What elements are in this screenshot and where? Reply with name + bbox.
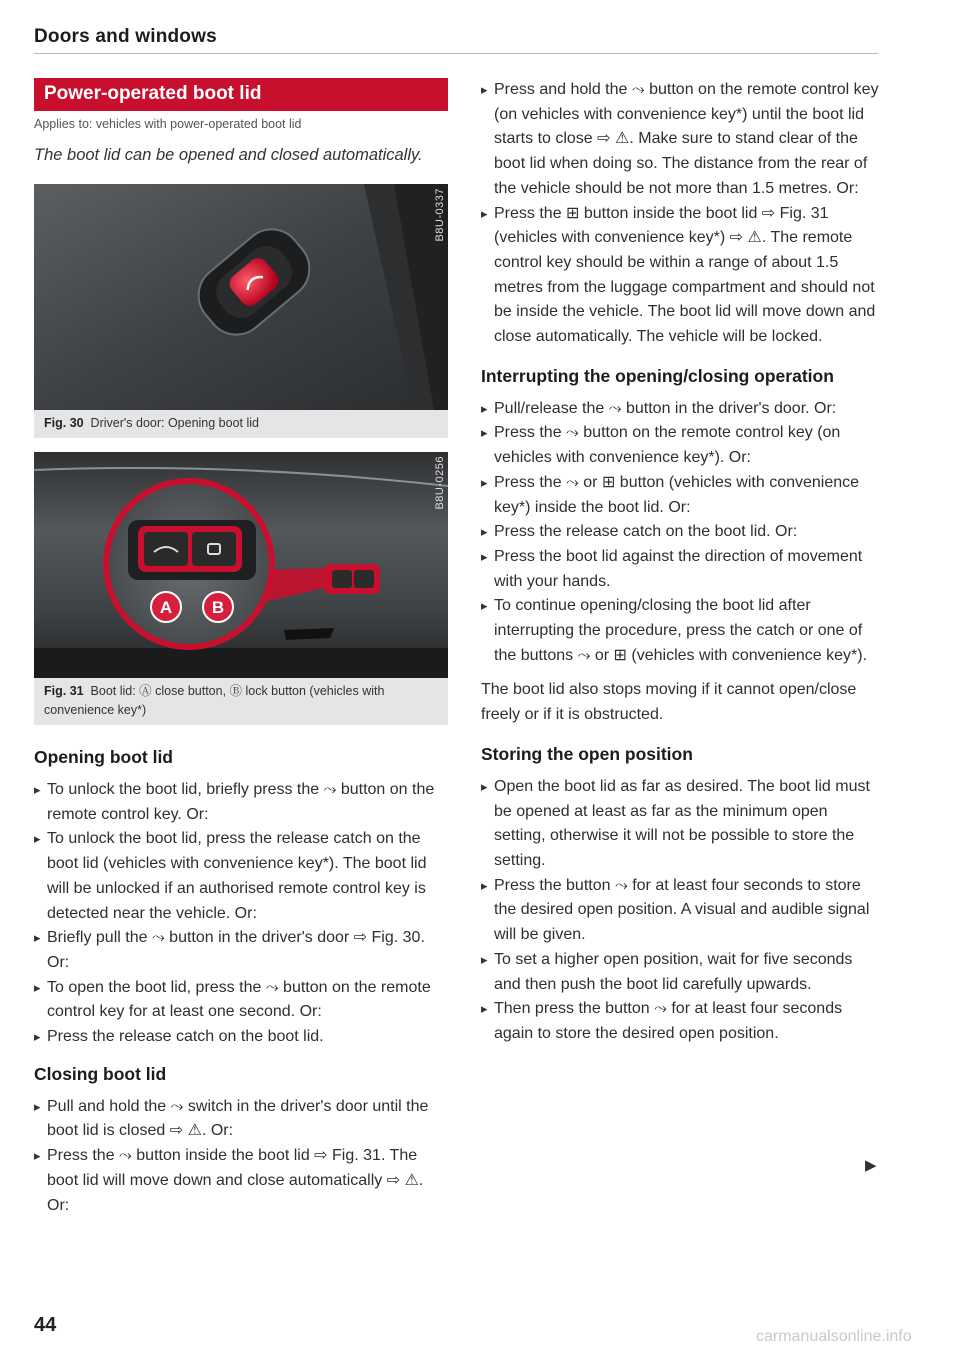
section-title: Power-operated boot lid [34,78,448,111]
left-column [34,78,448,1218]
list-item: ▸ Press the ⊞ button inside the boot lid ⇨ Fig. 31 (vehicles with convenience key*) ⇨ ⚠. The remote control key should be within a range of about 1.5 metres from the luggage compartment and should not be inside the vehicle. The boot lid will move down and close automatically. The vehicle will be locked. [481,202,881,350]
list-item: ▸ Press the boot lid against the direction of movement with your hands. [481,545,881,594]
close-button-icon [144,532,188,566]
list-item: ▸ Briefly pull the ⤳ button in the driver's door ⇨ Fig. 30. Or: [34,926,448,975]
opening-steps [34,778,448,1050]
figure-30-label: Fig. 30 [44,416,84,430]
interrupting-note: The boot lid also stops moving if it cannot open/close freely or if it is obstructed. [481,681,857,724]
figure-30 [34,184,448,438]
list-item: ▸ Press the ⤳ button on the remote control key (on vehicles with convenience key*). Or: [481,421,881,470]
list-item: ▸ Press the ⤳ or ⊞ button (vehicles with convenience key*) inside the boot lid. Or: [481,471,881,520]
header-divider [34,53,878,54]
interrupting-heading: Interrupting the opening/closing operation [481,365,834,386]
applies-to-note: Applies to: vehicles with power-operated boot lid [34,117,302,131]
list-item: ▸ Open the boot lid as far as desired. The boot lid must be opened at least as far as the minimum open setting, otherwise it will not be possible to store the setting. [481,775,881,874]
closing-heading: Closing boot lid [34,1063,167,1084]
list-item: ▸ To unlock the boot lid, briefly press the ⤳ button on the remote control key. Or: [34,778,448,827]
figure-30-caption-text: Driver's door: Opening boot lid [90,416,259,430]
lock-button-icon [192,532,236,566]
watermark: carmanualsonline.info [756,1328,912,1345]
door-panel-illustration [34,184,448,410]
figure-30-code: B8U-0337 [434,188,446,242]
running-header: Doors and windows [34,26,217,47]
list-item: ▸ Then press the button ⤳ for at least four seconds again to store the desired open position. [481,997,881,1046]
list-item: ▸ To set a higher open position, wait for five seconds and then push the boot lid carefully upwards. [481,948,881,997]
list-item: ▸ Pull/release the ⤳ button in the driver's door. Or: [481,397,881,422]
figure-31-label: Fig. 31 [44,684,84,698]
figure-30-caption [34,410,448,438]
list-item: ▸ Press and hold the ⤳ button on the remote control key (on vehicles with convenience key*) until the boot lid starts to close ⇨ ⚠. Make sure to stand clear of the boot lid when doing so. The distance from the rear of the vehicle should be not more than 1.5 metres. Or: [481,78,881,202]
list-item: ▸ Press the button ⤳ for at least four seconds to store the desired open position. A visual and audible signal will be given. [481,874,881,948]
closing-steps [34,1095,448,1219]
list-item: ▸ Press the release catch on the boot lid. [34,1025,448,1050]
callout-a: A [159,598,173,617]
list-item: ▸ To continue opening/closing the boot lid after interrupting the procedure, press the catch or one of the buttons ⤳ or ⊞ (vehicles with convenience key*). [481,594,881,668]
list-item: ▸ Pull and hold the ⤳ switch in the driver's door until the boot lid is closed ⇨ ⚠. Or: [34,1095,448,1144]
figure-31 [34,452,448,725]
list-item: ▸ To unlock the boot lid, press the release catch on the boot lid (vehicles with convenience key*). The boot lid will be unlocked if an authorised remote control key is detected near the vehicle. Or: [34,827,448,926]
closing-steps-continued [481,78,881,350]
callout-b: B [211,598,225,617]
figure-31-caption-text: Boot lid: Ⓐ close button, Ⓑ lock button (vehicles with convenience key*) [44,684,385,717]
boot-lid-illustration [34,452,448,678]
section-intro: The boot lid can be opened and closed automatically. [34,146,423,164]
continue-arrow-icon: ▶ [865,1157,877,1174]
page-number: 44 [34,1314,57,1336]
storing-heading: Storing the open position [481,743,693,764]
right-column [481,78,881,1047]
list-item: ▸ Press the release catch on the boot lid. Or: [481,520,881,545]
figure-30-image [34,184,448,410]
interrupting-steps [481,397,881,669]
figure-31-code: B8U-0256 [434,456,446,510]
figure-31-image [34,452,448,678]
opening-heading: Opening boot lid [34,747,174,767]
list-item: ▸ Press the ⤳ button inside the boot lid ⇨ Fig. 31. The boot lid will move down and close automatically ⇨ ⚠. Or: [34,1144,448,1218]
list-item: ▸ To open the boot lid, press the ⤳ button on the remote control key for at least one second. Or: [34,976,448,1025]
storing-steps [481,775,881,1047]
figure-31-caption [34,678,448,725]
